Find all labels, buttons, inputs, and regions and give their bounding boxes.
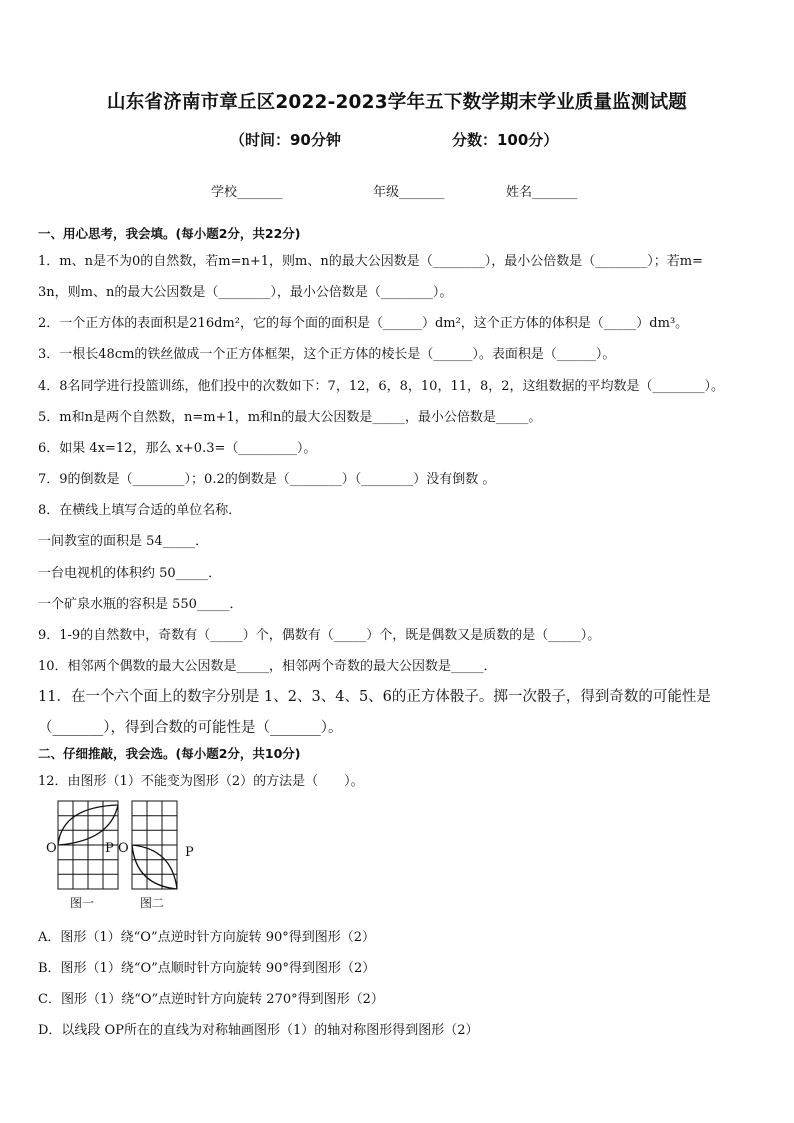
label-o-1: O [46, 841, 57, 856]
exam-time: （时间：90分钟 [230, 131, 341, 149]
question-7: 7．9的倒数是（________）；0.2的倒数是（________）（________）没有倒数 。 [38, 472, 496, 487]
question-5: 5．m和n是两个自然数，n=m+1，m和n的最大公因数是_____，最小公倍数是_____。 [38, 410, 542, 425]
option-b: B．图形（1）绕“O”点顺时针方向旋转 90°得到图形（2） [38, 961, 376, 976]
question-8-item2: 一台电视机的体积约 50_____． [38, 566, 222, 581]
label-p-1: P [105, 841, 114, 856]
exam-title: 山东省济南市章丘区2022-2023学年五下数学期末学业质量监测试题 [107, 92, 687, 113]
question-12: 12．由图形（1）不能变为图形（2）的方法是（ ）。 [38, 774, 364, 789]
section1-heading: 一、用心思考，我会填。(每小题2分，共22分) [38, 226, 301, 241]
question-10: 10．相邻两个偶数的最大公因数是_____，相邻两个奇数的最大公因数是_____． [38, 659, 497, 674]
caption-figure-2: 图二 [140, 896, 165, 910]
rotation-figure-svg [44, 797, 204, 917]
option-a: A．图形（1）绕“O”点逆时针方向旋转 90°得到图形（2） [38, 930, 376, 945]
question-11-line1: 11．在一个六个面上的数字分别是 1、2、3、4、5、6的正方体骰子。掷一次骰子，得到奇数的可能性是 [38, 689, 711, 705]
question-4: 4．8名同学进行投篮训练，他们投中的次数如下：7，12，6，8，10，11，8，2，这组数据的平均数是（________）。 [38, 379, 725, 394]
exam-score: 分数：100分） [452, 131, 559, 149]
question-8: 8．在横线上填写合适的单位名称． [38, 503, 242, 518]
question-9: 9．1-9的自然数中，奇数有（_____）个，偶数有（_____）个，既是偶数又是质数的是（_____）。 [38, 628, 601, 643]
option-d: D．以线段 OP所在的直线为对称轴画图形（1）的轴对称图形得到图形（2） [38, 1023, 479, 1038]
question-6: 6．如果 4x=12，那么 x+0.3=（_________）。 [38, 441, 317, 456]
question-1-line1: 1．m、n是不为0的自然数，若m=n+1，则m、n的最大公因数是（________），最小公倍数是（________）；若m= [38, 254, 703, 269]
caption-figure-1: 图一 [70, 896, 95, 910]
figure-2-leaf [132, 845, 177, 889]
label-o-2: O [118, 841, 129, 856]
question-3: 3．一根长48cm的铁丝做成一个正方体框架，这个正方体的棱长是（______）。表面积是（______）。 [38, 347, 616, 362]
figure-2-grid [132, 801, 177, 889]
question-2: 2．一个正方体的表面积是216dm²，它的每个面的面积是（______）dm²，这个正方体的体积是（_____）dm³。 [38, 316, 689, 331]
label-p-2: P [185, 845, 194, 860]
question-8-item3: 一个矿泉水瓶的容积是 550_____． [38, 597, 243, 612]
option-c: C．图形（1）绕“O”点逆时针方向旋转 270°得到图形（2） [38, 992, 384, 1007]
name-field: 姓名_______ [506, 185, 578, 200]
rotation-figure [44, 797, 204, 917]
question-11-line2: （_______），得到合数的可能性是（_______）。 [38, 720, 343, 736]
school-field: 学校_______ [211, 185, 283, 200]
grade-field: 年级_______ [373, 185, 445, 200]
section2-heading: 二、仔细推敲，我会选。(每小题2分，共10分) [38, 746, 301, 761]
question-1-line2: 3n，则m、n的最大公因数是（________），最小公倍数是（________）。 [38, 285, 453, 300]
question-8-item1: 一间教室的面积是 54_____． [38, 534, 209, 549]
